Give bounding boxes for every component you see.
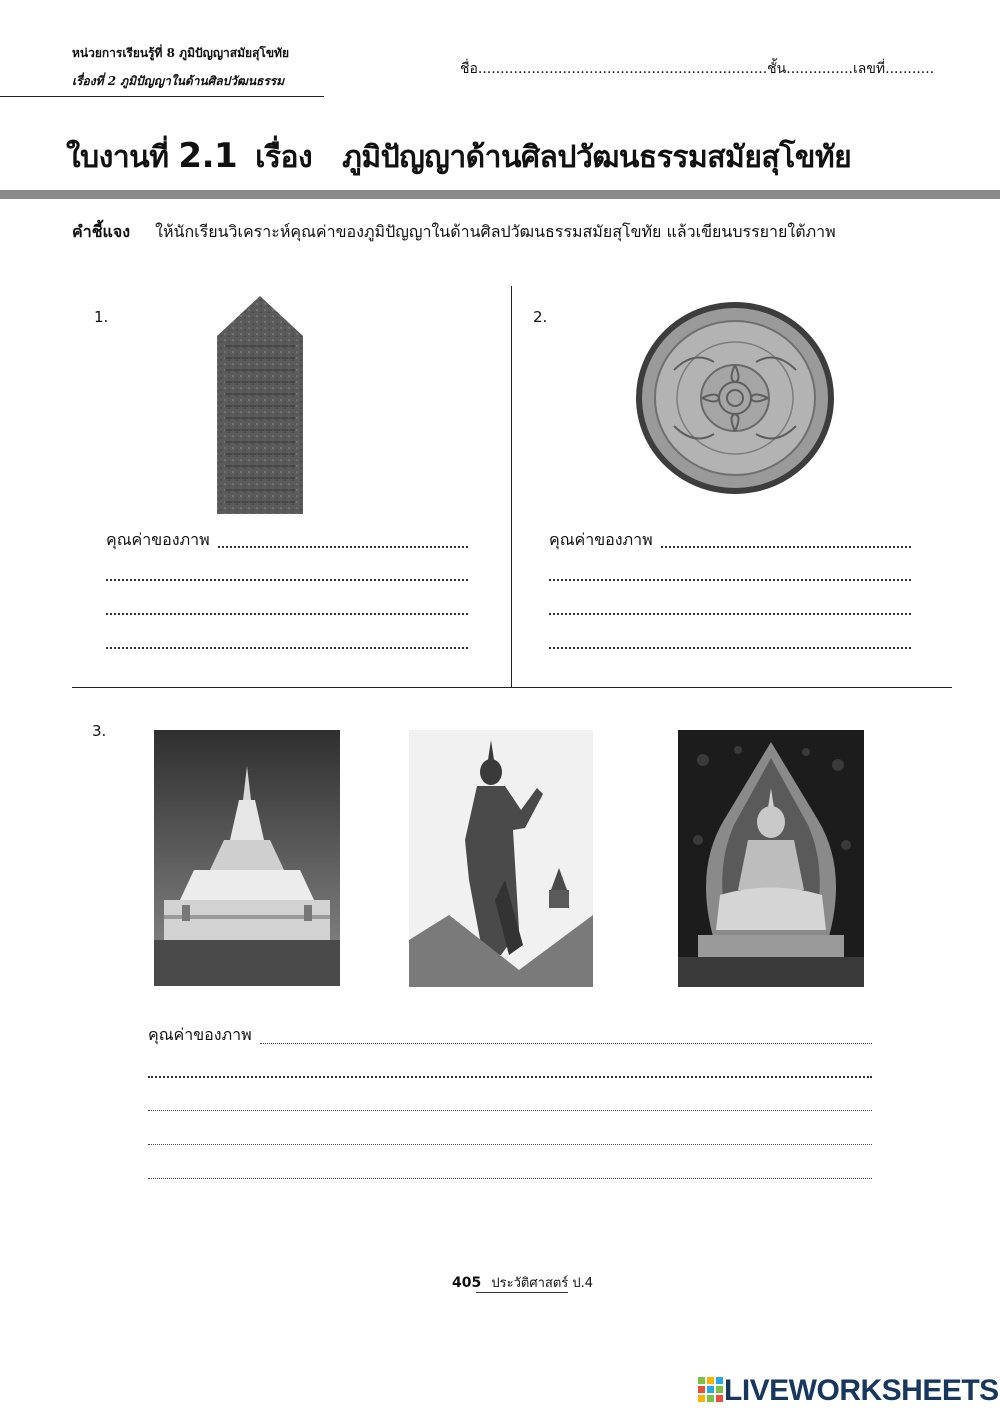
answer-line[interactable] (148, 1076, 872, 1078)
title-bar (0, 190, 1000, 199)
question-3-value-label: คุณค่าของภาพ (148, 1025, 252, 1044)
unit-label: หน่วยการเรียนรู้ที่ 8 ภูมิปัญญาสมัยสุโขทัย (72, 46, 289, 60)
answer-line[interactable] (661, 546, 911, 548)
topic-label: เรื่องที่ 2 ภูมิปัญญาในด้านศิลปวัฒนธรรม (72, 74, 285, 88)
instructions-text: ให้นักเรียนวิเคราะห์คุณค่าของภูมิปัญญาในด้านศิลปวัฒนธรรมสมัยสุโขทัย แล้วเขียนบรรยายใต้ภาพ (155, 222, 836, 241)
answer-line[interactable] (260, 1043, 872, 1044)
walking-buddha-image (409, 730, 593, 987)
title-word: เรื่อง (255, 140, 313, 175)
instructions-label: คำชี้แจง (72, 222, 131, 241)
seated-buddha-image (678, 730, 864, 987)
worksheet-number: 2.1 (178, 136, 238, 176)
question-1-number: 1. (94, 308, 109, 326)
answer-line[interactable] (106, 647, 468, 649)
answer-line[interactable] (148, 1110, 872, 1111)
question-1-value-label: คุณค่าของภาพ (106, 530, 210, 549)
header-divider (0, 96, 324, 97)
liveworksheets-logo-icon (698, 1377, 724, 1405)
answer-line[interactable] (148, 1178, 872, 1179)
worksheet-title (66, 134, 851, 181)
instructions (72, 220, 836, 245)
question-3-number: 3. (92, 722, 107, 740)
title-subject: ภูมิปัญญาด้านศิลปวัฒนธรรมสมัยสุโขทัย (342, 140, 852, 175)
answer-line[interactable] (549, 647, 911, 649)
vertical-divider (511, 286, 512, 688)
page-footer (452, 1272, 593, 1293)
stone-inscription-image (215, 296, 305, 514)
liveworksheets-logo (698, 1374, 999, 1408)
book-title: ประวัติศาสตร์ ป.4 (491, 1276, 594, 1291)
footer-underline (476, 1292, 568, 1293)
answer-line[interactable] (549, 613, 911, 615)
brand-name: LIVEWORKSHEETS (724, 1374, 999, 1407)
page-number: 405 (452, 1275, 482, 1291)
chedi-image (154, 730, 340, 986)
answer-line[interactable] (218, 546, 468, 548)
question-2-value-label: คุณค่าของภาพ (549, 530, 653, 549)
answer-line[interactable] (106, 579, 468, 581)
horizontal-divider (72, 687, 952, 688)
title-prefix: ใบงานที่ (66, 140, 169, 175)
answer-line[interactable] (148, 1144, 872, 1145)
answer-line[interactable] (549, 579, 911, 581)
celadon-plate-image (634, 300, 836, 496)
student-info-field[interactable]: ชื่อ.................................................................ชั้น...............เลขที่........... (460, 61, 935, 77)
answer-line[interactable] (106, 613, 468, 615)
question-2-number: 2. (533, 308, 548, 326)
